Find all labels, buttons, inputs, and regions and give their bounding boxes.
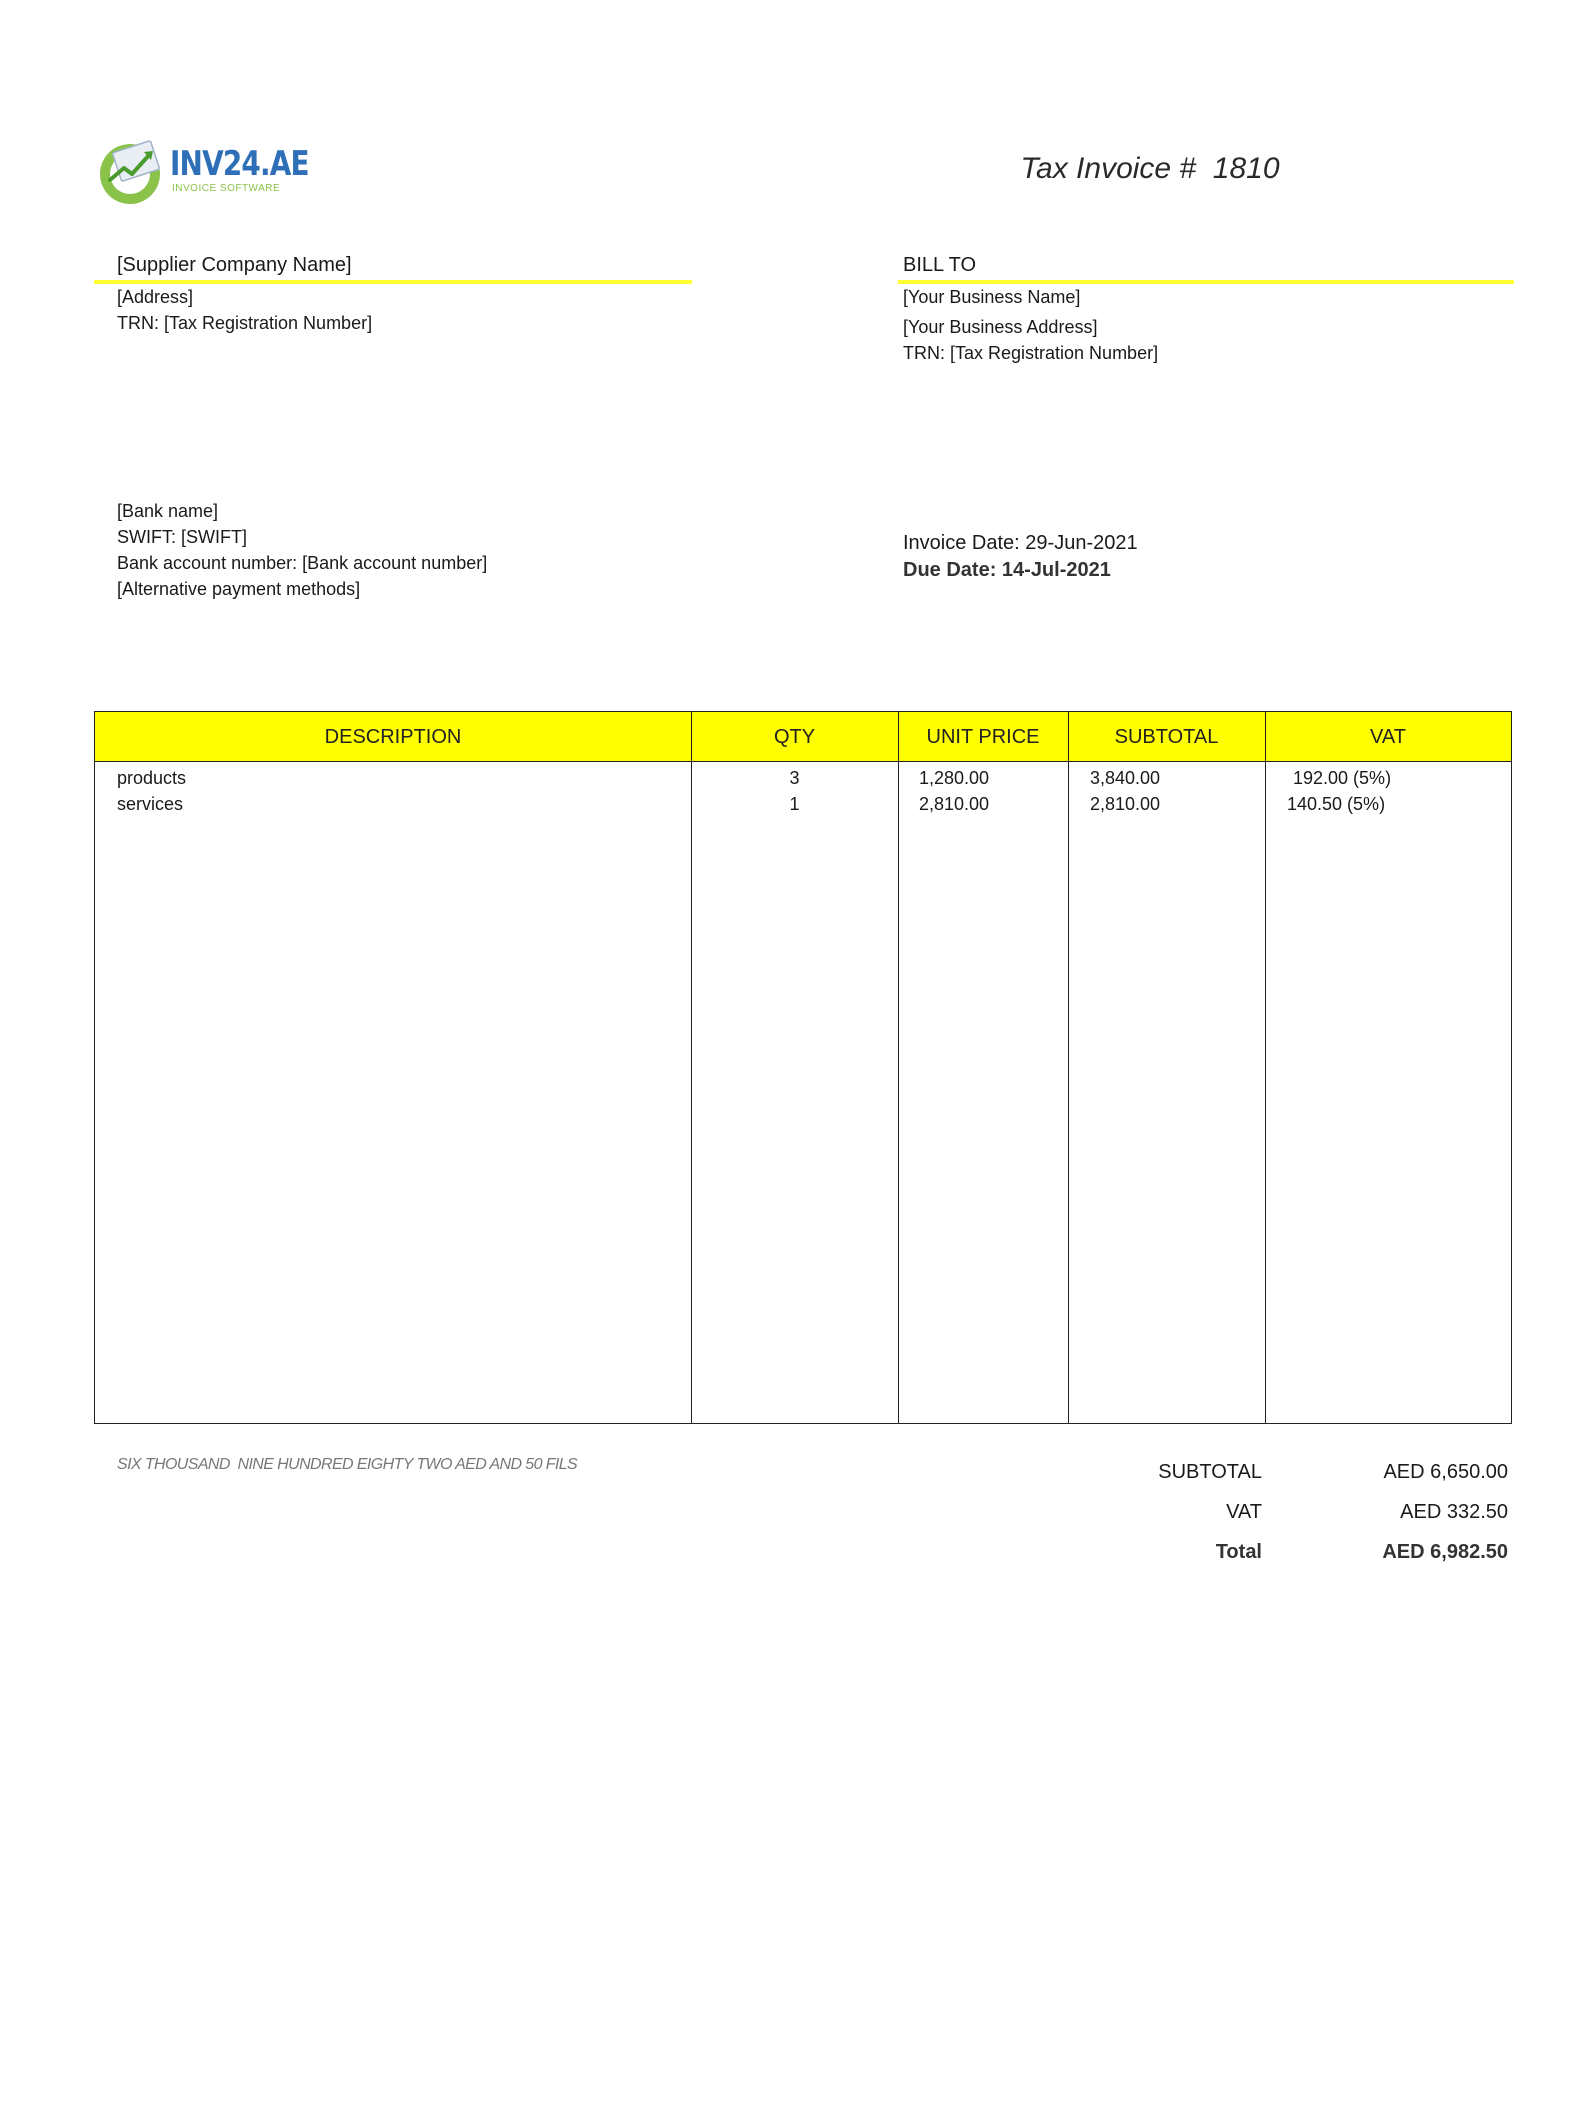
line-items-table [94,711,1512,1424]
supplier-trn: TRN: [Tax Registration Number] [117,313,373,333]
header-unit-price: UNIT PRICE [926,726,1040,748]
due-date: Due Date: 14-Jul-2021 [903,559,1111,581]
logo-tagline: INVOICE SOFTWARE [172,183,281,194]
row-2-subtotal: 2,810.00 [1090,794,1161,814]
bill-to-heading-rule [898,280,1514,284]
bank-name: [Bank name] [117,501,219,521]
company-logo [96,136,316,204]
supplier-company-name: [Supplier Company Name] [117,254,352,276]
row-1-qty: 3 [789,768,800,788]
supplier-address: [Address] [117,287,194,307]
header-qty: QTY [773,726,816,748]
supplier-heading-rule [94,280,692,284]
total-label: Total [1215,1541,1262,1563]
column-divider [1068,712,1069,1423]
row-1-vat: 192.00 (5%) [1293,768,1392,788]
bill-to-trn: TRN: [Tax Registration Number] [903,343,1159,363]
row-2-vat: 140.50 (5%) [1287,794,1386,814]
bank-account-number: Bank account number: [Bank account number] [117,553,488,573]
row-1-unit-price: 1,280.00 [919,768,990,788]
subtotal-label: SUBTOTAL [1158,1461,1262,1483]
bill-to-name: [Your Business Name] [903,287,1081,307]
logo-brand-text: INV24.AE [170,144,309,184]
row-1-subtotal: 3,840.00 [1090,768,1161,788]
row-2-qty: 1 [789,794,800,814]
row-2-description: services [117,794,184,814]
invoice-title: Tax Invoice # 1810 [1020,152,1280,185]
bank-swift: SWIFT: [SWIFT] [117,527,247,547]
amount-in-words: SIX THOUSAND NINE HUNDRED EIGHTY TWO AED AND 50 FILS [117,1456,578,1473]
header-vat: VAT [1370,726,1406,748]
total-value: AED 6,982.50 [1382,1541,1508,1563]
column-divider [898,712,899,1423]
row-1-description: products [117,768,187,788]
column-divider [1265,712,1266,1423]
header-subtotal: SUBTOTAL [1114,726,1219,748]
table-header-row [95,712,1511,762]
logo-chart-icon [96,136,168,204]
header-description: DESCRIPTION [324,726,462,748]
alternative-payment-methods: [Alternative payment methods] [117,579,361,599]
invoice-date: Invoice Date: 29-Jun-2021 [903,532,1138,554]
row-2-unit-price: 2,810.00 [919,794,990,814]
bill-to-heading: BILL TO [903,254,977,276]
vat-value: AED 332.50 [1400,1501,1508,1523]
subtotal-value: AED 6,650.00 [1383,1461,1508,1483]
bill-to-address: [Your Business Address] [903,317,1098,337]
vat-label: VAT [1226,1501,1262,1523]
column-divider [691,712,692,1423]
